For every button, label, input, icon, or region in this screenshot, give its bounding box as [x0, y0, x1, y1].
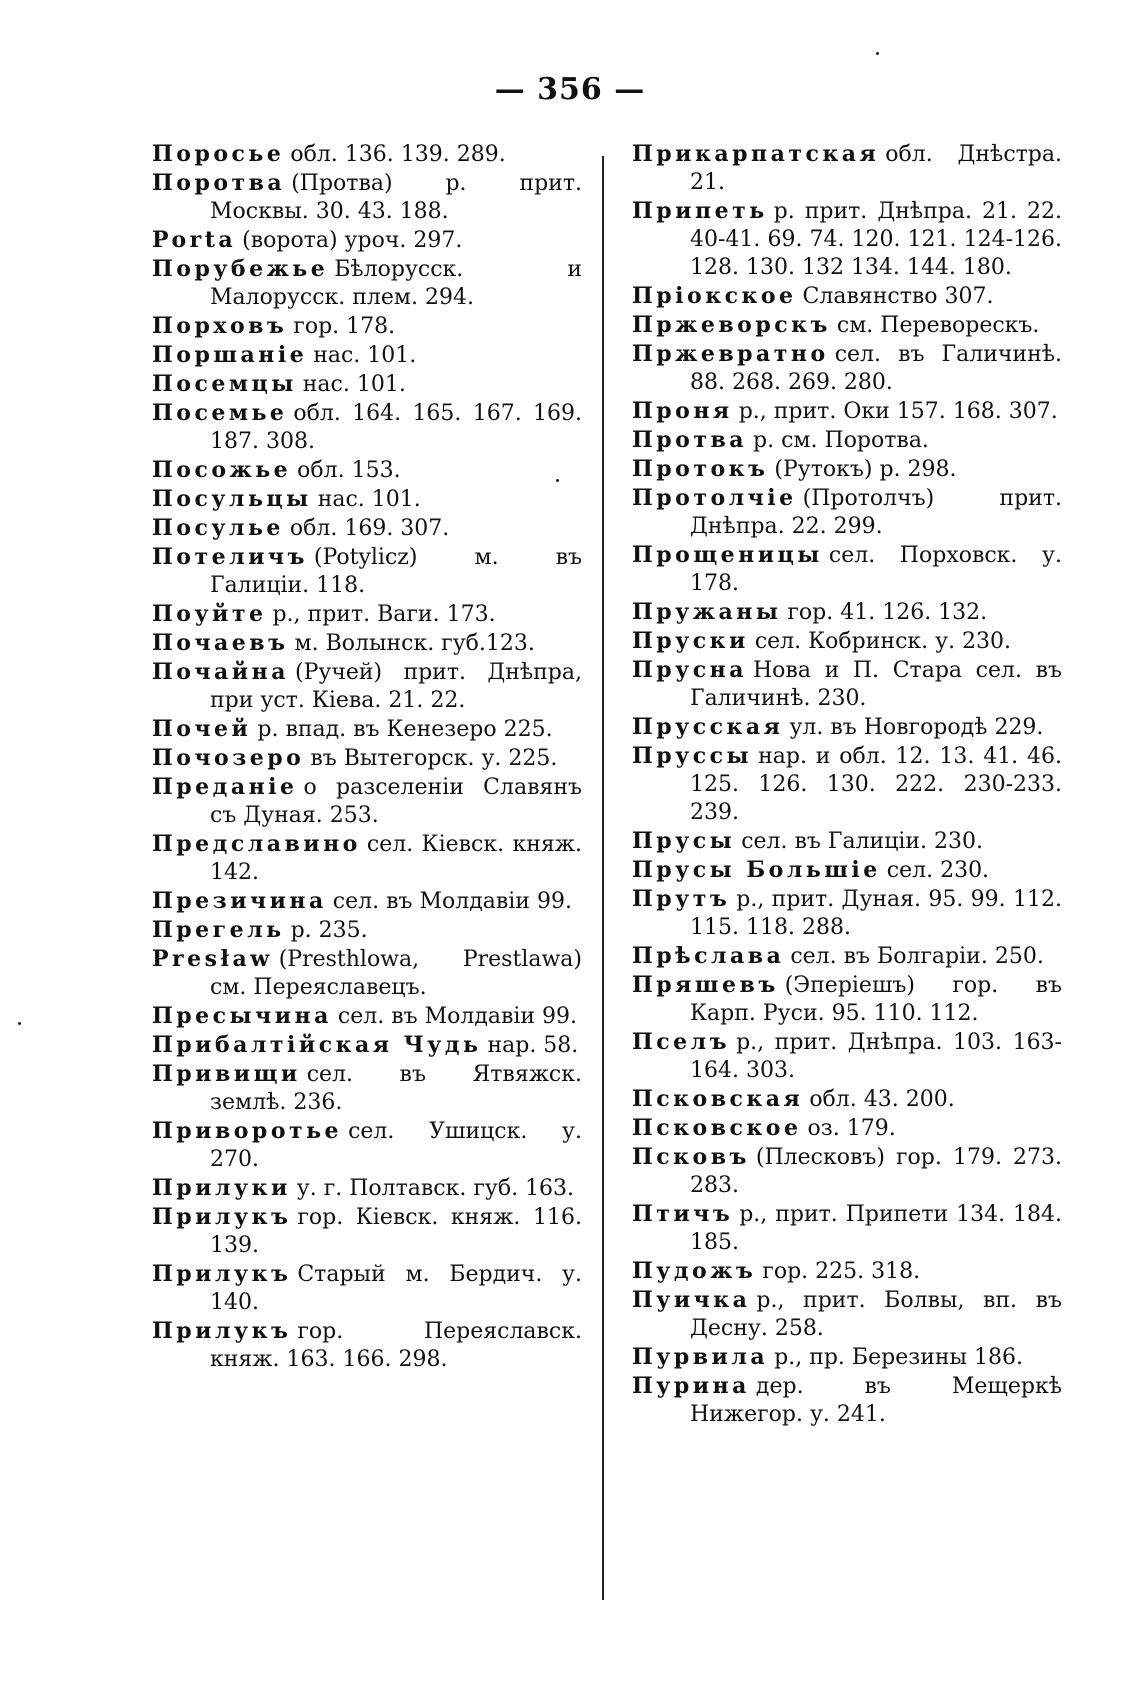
entry-text: р. впад. въ Кенезеро 225. [257, 717, 553, 742]
index-entry [152, 399, 582, 456]
entry-text: (Плесковъ) гор. 179. 273. 283. [690, 1145, 1062, 1198]
index-entry [632, 1257, 1062, 1286]
entry-headword: Предславино [152, 831, 361, 857]
entry-text: р., прит. Дуная. 95. 99. 112. 115. 118. 288. [690, 887, 1062, 940]
index-entry [632, 885, 1062, 942]
index-entry [152, 140, 582, 169]
index-entry [632, 140, 1062, 197]
entry-text: обл. 169. 307. [289, 516, 450, 541]
index-entry [152, 1117, 582, 1174]
entry-headword: Пржеворскъ [632, 312, 831, 338]
index-entry [152, 1060, 582, 1117]
entry-headword: Пуичка [632, 1287, 751, 1313]
index-entry [152, 1203, 582, 1260]
entry-headword: Псковское [632, 1115, 802, 1141]
entry-headword: Посульцы [152, 486, 312, 512]
index-entry [632, 197, 1062, 282]
entry-headword: Прибалтійская Чудь [152, 1032, 482, 1058]
index-entry [152, 744, 582, 773]
entry-text: обл. 136. 139. 289. [290, 142, 506, 167]
index-entry [632, 827, 1062, 856]
entry-text: р., пр. Березины 186. [774, 1345, 1024, 1370]
index-entry [152, 1002, 582, 1031]
index-entry [152, 916, 582, 945]
entry-headword: Почей [152, 716, 252, 742]
entry-text: о разселеніи Славянъ съ Дуная. 253. [210, 775, 582, 828]
entry-text: р., прит. Днѣпра. 103. 163-164. 303. [690, 1030, 1062, 1083]
entry-text: (Эперіешъ) гор. въ Карп. Руси. 95. 110. 112. [690, 973, 1062, 1026]
entry-headword: Пурвила [632, 1344, 769, 1370]
index-entry [152, 485, 582, 514]
entry-headword: Пселъ [632, 1029, 731, 1055]
entry-headword: Пудожъ [632, 1258, 757, 1284]
index-entry [152, 629, 582, 658]
entry-headword: Припеть [632, 198, 768, 224]
index-entry [152, 658, 582, 715]
index-entry [152, 1317, 582, 1374]
index-entry [152, 370, 582, 399]
entry-headword: Проня [632, 398, 733, 424]
entry-headword: Потеличъ [152, 544, 308, 570]
entry-headword: Протокъ [632, 456, 769, 482]
entry-text: обл. 43. 200. [809, 1087, 955, 1112]
entry-text: сел. Порховск. у. 178. [690, 543, 1062, 596]
index-entry [632, 1114, 1062, 1143]
entry-headword: Привищи [152, 1061, 301, 1087]
index-entry [632, 1143, 1062, 1200]
entry-headword: Прѣслава [632, 943, 785, 969]
entry-text: у. г. Полтавск. губ. 163. [296, 1176, 575, 1201]
entry-headword: Пріокское [632, 283, 797, 309]
entry-headword: Пржевратно [632, 341, 829, 367]
index-entry [632, 742, 1062, 827]
entry-text: гор. Переяславск. княж. 163. 166. 298. [210, 1319, 582, 1372]
page-number: — 356 — [494, 72, 646, 107]
entry-headword: Почаевъ [152, 630, 289, 656]
index-entry [632, 1286, 1062, 1343]
entry-text: сел. Кобринск. у. 230. [754, 629, 1012, 654]
entry-headword: Прегель [152, 917, 285, 943]
index-entry [632, 1200, 1062, 1257]
index-entry [152, 169, 582, 226]
entry-text: ул. въ Новгородѣ 229. [789, 715, 1044, 740]
index-entry [632, 397, 1062, 426]
index-entry [632, 627, 1062, 656]
entry-text: сел. въ Болгаріи. 250. [790, 944, 1044, 969]
index-entry [632, 856, 1062, 885]
index-entry [152, 1260, 582, 1317]
entry-headword: Преданіе [152, 774, 298, 800]
entry-text: гор. 41. 126. 132. [787, 600, 988, 625]
print-speck [18, 1022, 21, 1025]
index-entry [152, 1031, 582, 1060]
entry-text: р., прит. Болвы, вп. въ Десну. 258. [690, 1288, 1062, 1341]
entry-text: сел. въ Галичинѣ. 88. 268. 269. 280. [690, 342, 1062, 395]
entry-headword: Птичъ [632, 1201, 734, 1227]
index-entry [152, 887, 582, 916]
entry-headword: Пряшевъ [632, 972, 779, 998]
entry-headword: Посемцы [152, 371, 297, 397]
right-column [632, 140, 1062, 1429]
entry-headword: Посемье [152, 400, 288, 426]
entry-text: сел. въ Галиціи. 230. [741, 829, 984, 854]
entry-text: гор. 225. 318. [762, 1259, 921, 1284]
index-entry [632, 282, 1062, 311]
entry-text: сел. Кіевск. княж. 142. [210, 832, 582, 885]
print-speck [556, 479, 559, 482]
entry-text: (Рутокъ) р. 298. [774, 457, 957, 482]
entry-text: Нова и П. Стара сел. въ Галичинѣ. 230. [690, 658, 1062, 711]
entry-headword: Прусы Большіе [632, 857, 881, 883]
entry-text: р., прит. Ваги. 173. [272, 602, 496, 627]
index-entry [152, 773, 582, 830]
entry-text: обл. 164. 165. 167. 169. 187. 308. [210, 401, 582, 454]
index-entry [152, 226, 582, 255]
index-entry [632, 942, 1062, 971]
entry-headword: Прилукъ [152, 1261, 292, 1287]
entry-text: р. прит. Днѣпра. 21. 22. 40-41. 69. 74. 120. 121. 124-126. 128. 130. 132 134. 144. 180. [690, 199, 1062, 280]
entry-text: (Ручей) прит. Днѣпра, при уст. Кіева. 21. 22. [210, 660, 582, 713]
index-entry [632, 1085, 1062, 1114]
index-entry [152, 600, 582, 629]
index-entry [152, 456, 582, 485]
entry-text: въ Вытегорск. у. 225. [310, 746, 558, 771]
index-entry [632, 713, 1062, 742]
entry-text: сел. въ Молдавіи 99. [332, 889, 572, 914]
print-speck [876, 52, 879, 55]
index-entry [632, 1028, 1062, 1085]
entry-headword: Пурина [632, 1373, 750, 1399]
entry-headword: Протва [632, 427, 748, 453]
entry-text: обл. 153. [297, 458, 401, 483]
index-entry [632, 484, 1062, 541]
entry-text: сел. Ушицск. у. 270. [210, 1119, 582, 1172]
entry-headword: Прилукъ [152, 1204, 292, 1230]
entry-text: (Протолчъ) прит. Днѣпра. 22. 299. [690, 486, 1062, 539]
entry-text: р., прит. Припети 134. 184. 185. [690, 1202, 1062, 1255]
entry-headword: Почайна [152, 659, 289, 685]
index-entry [152, 514, 582, 543]
entry-text: (Potylicz) м. въ Галиціи. 118. [210, 545, 582, 598]
entry-text: (ворота) уроч. 297. [242, 228, 463, 253]
index-entry [632, 426, 1062, 455]
index-entry [152, 945, 582, 1002]
entry-text: нас. 101. [313, 343, 417, 368]
entry-text: гор. 178. [293, 314, 396, 339]
entry-headword: Псковъ [632, 1144, 750, 1170]
entry-headword: Прутъ [632, 886, 731, 912]
entry-headword: Пруски [632, 628, 749, 654]
entry-headword: Porta [152, 227, 237, 253]
entry-text: м. Волынск. губ.123. [294, 631, 535, 656]
index-entry [632, 1372, 1062, 1429]
index-entry [152, 312, 582, 341]
entry-text: р., прит. Оки 157. 168. 307. [738, 399, 1058, 424]
index-entry [632, 1343, 1062, 1372]
entry-text: гор. Кіевск. княж. 116. 139. [210, 1205, 582, 1258]
entry-headword: Поуйте [152, 601, 267, 627]
entry-text: нас. 101. [317, 487, 421, 512]
entry-headword: Приворотье [152, 1118, 343, 1144]
entry-text: р. 235. [290, 918, 368, 943]
entry-text: р. см. Поротва. [753, 428, 929, 453]
entry-headword: Посулье [152, 515, 284, 541]
entry-headword: Прусская [632, 714, 784, 740]
left-column [152, 140, 582, 1374]
entry-headword: Пруссы [632, 743, 753, 769]
entry-text: сел. въ Ятвяжск. землѣ. 236. [210, 1062, 582, 1115]
entry-text: Бѣлорусск. и Малорусск. плем. 294. [210, 257, 582, 310]
entry-text: обл. Днѣстра. 21. [690, 142, 1062, 195]
index-entry [632, 455, 1062, 484]
index-entry [632, 598, 1062, 627]
index-entry [152, 715, 582, 744]
entry-headword: Presław [152, 946, 273, 972]
entry-text: Славянство 307. [802, 284, 994, 309]
index-entry [632, 656, 1062, 713]
index-entry [632, 541, 1062, 598]
entry-text: оз. 179. [807, 1116, 896, 1141]
entry-text: сел. 230. [886, 858, 990, 883]
entry-headword: Прикарпатская [632, 141, 880, 167]
index-entry [152, 830, 582, 887]
entry-headword: Почозеро [152, 745, 305, 771]
index-entry [152, 1174, 582, 1203]
entry-headword: Псковская [632, 1086, 804, 1112]
index-entry [152, 255, 582, 312]
entry-headword: Поросье [152, 141, 285, 167]
entry-headword: Порубежье [152, 256, 329, 282]
index-entry [632, 340, 1062, 397]
entry-text: нар. 58. [487, 1033, 579, 1058]
entry-text: нас. 101. [302, 372, 406, 397]
entry-headword: Прилуки [152, 1175, 291, 1201]
entry-text: Старый м. Бердич. у. 140. [210, 1262, 582, 1315]
entry-headword: Посожье [152, 457, 292, 483]
entry-text: (Presthlowa, Prestlawa) см. Переяславецъ. [210, 947, 582, 1000]
entry-headword: Презичина [152, 888, 327, 914]
index-entry [152, 543, 582, 600]
entry-headword: Прусы [632, 828, 736, 854]
entry-headword: Протолчіе [632, 485, 797, 511]
column-divider [602, 156, 604, 1600]
entry-headword: Пружаны [632, 599, 782, 625]
entry-text: см. Переворескъ. [836, 313, 1040, 338]
entry-text: дер. въ Мещеркѣ Нижегор. у. 241. [690, 1374, 1062, 1427]
entry-headword: Прощеницы [632, 542, 823, 568]
index-entry [632, 311, 1062, 340]
entry-headword: Прилукъ [152, 1318, 292, 1344]
entry-text: сел. въ Молдавіи 99. [337, 1004, 578, 1029]
entry-text: нар. и обл. 12. 13. 41. 46. 125. 126. 130. 222. 230-233. 239. [690, 744, 1062, 825]
entry-headword: Порховъ [152, 313, 288, 339]
entry-headword: Поротва [152, 170, 286, 196]
entry-headword: Пресычина [152, 1003, 332, 1029]
index-entry [632, 971, 1062, 1028]
entry-headword: Поршаніе [152, 342, 308, 368]
entry-headword: Прусна [632, 657, 747, 683]
index-entry [152, 341, 582, 370]
entry-text: (Протва) р. прит. Москвы. 30. 43. 188. [210, 171, 582, 224]
